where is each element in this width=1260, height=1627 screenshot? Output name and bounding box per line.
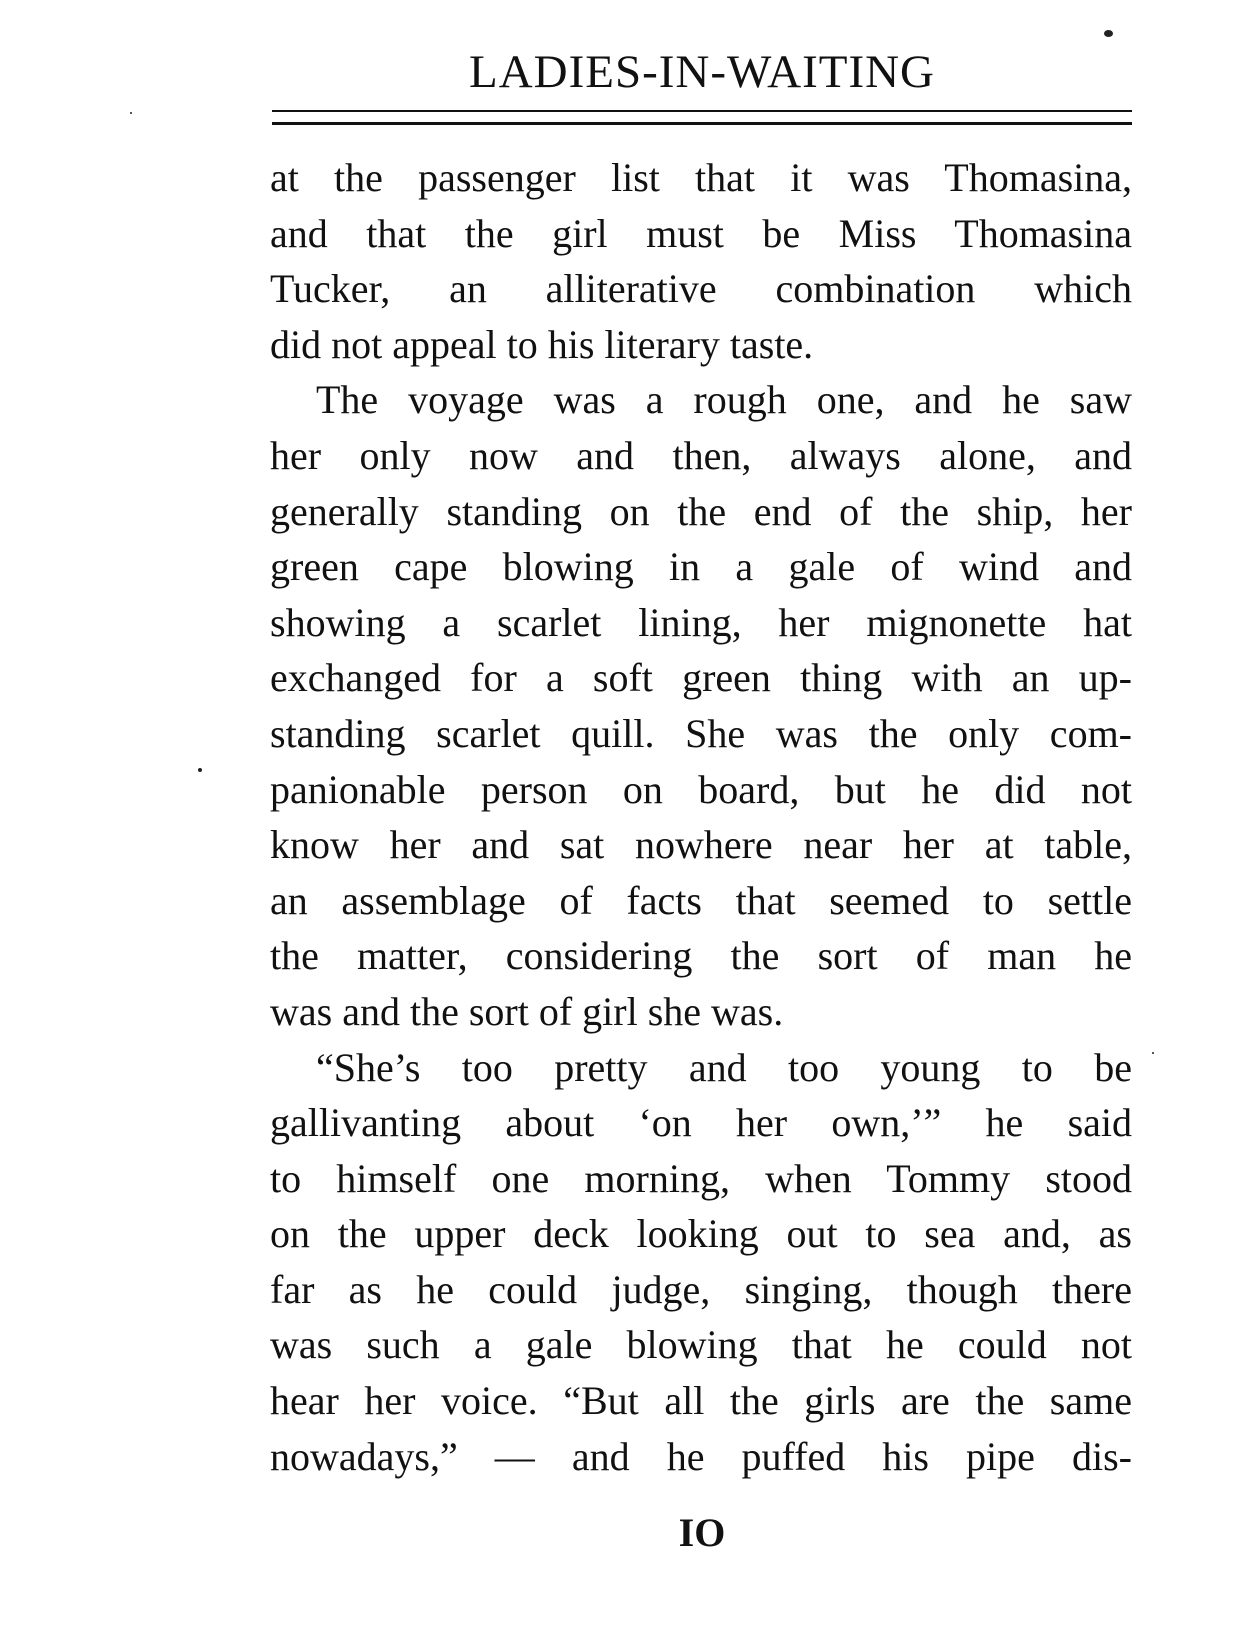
scan-speck	[130, 112, 132, 114]
text-line: her only now and then, always alone, and	[270, 432, 1132, 478]
text-line: generally standing on the end of the ship, her	[270, 488, 1132, 534]
text-line: and that the girl must be Miss Thomasina	[270, 210, 1132, 256]
running-head: LADIES-IN-WAITING	[469, 46, 935, 98]
text-line: an assemblage of facts that seemed to settle	[270, 877, 1132, 923]
header-rule-bottom	[272, 122, 1132, 125]
text-line: showing a scarlet lining, her mignonette hat	[270, 599, 1132, 645]
scan-speck	[1104, 30, 1113, 37]
body-text	[270, 150, 1132, 1484]
text-line: exchanged for a soft green thing with an up-	[270, 655, 1132, 701]
text-line: Tucker, an alliterative combination which	[270, 266, 1132, 312]
text-line: standing scarlet quill. She was the only com-	[270, 710, 1132, 756]
text-line: far as he could judge, singing, though there	[270, 1266, 1132, 1312]
header-rule-top	[272, 110, 1132, 112]
text-line: green cape blowing in a gale of wind and	[270, 544, 1132, 590]
text-line: the matter, considering the sort of man he	[270, 933, 1132, 979]
text-line: at the passenger list that it was Thomasina,	[270, 155, 1132, 200]
text-line: did not appeal to his literary taste.	[270, 321, 814, 367]
text-line: panionable person on board, but he did not	[270, 766, 1132, 812]
text-line: nowadays,” — and he puffed his pipe dis-	[270, 1433, 1132, 1479]
text-line: gallivanting about ‘on her own,’” he said	[270, 1100, 1132, 1146]
text-line: The voyage was a rough one, and he saw	[316, 377, 1132, 423]
text-line: on the upper deck looking out to sea and, as	[270, 1211, 1132, 1257]
text-line: hear her voice. “But all the girls are the same	[270, 1378, 1132, 1424]
text-line: was such a gale blowing that he could not	[270, 1322, 1132, 1368]
text-line: to himself one morning, when Tommy stood	[270, 1155, 1132, 1201]
text-line: was and the sort of girl she was.	[270, 988, 784, 1034]
page-number: IO	[678, 1510, 726, 1555]
text-line: know her and sat nowhere near her at table,	[270, 822, 1132, 868]
scan-speck	[1152, 1052, 1154, 1054]
text-line: “She’s too pretty and too young to be	[316, 1044, 1132, 1090]
scan-speck	[198, 768, 202, 772]
